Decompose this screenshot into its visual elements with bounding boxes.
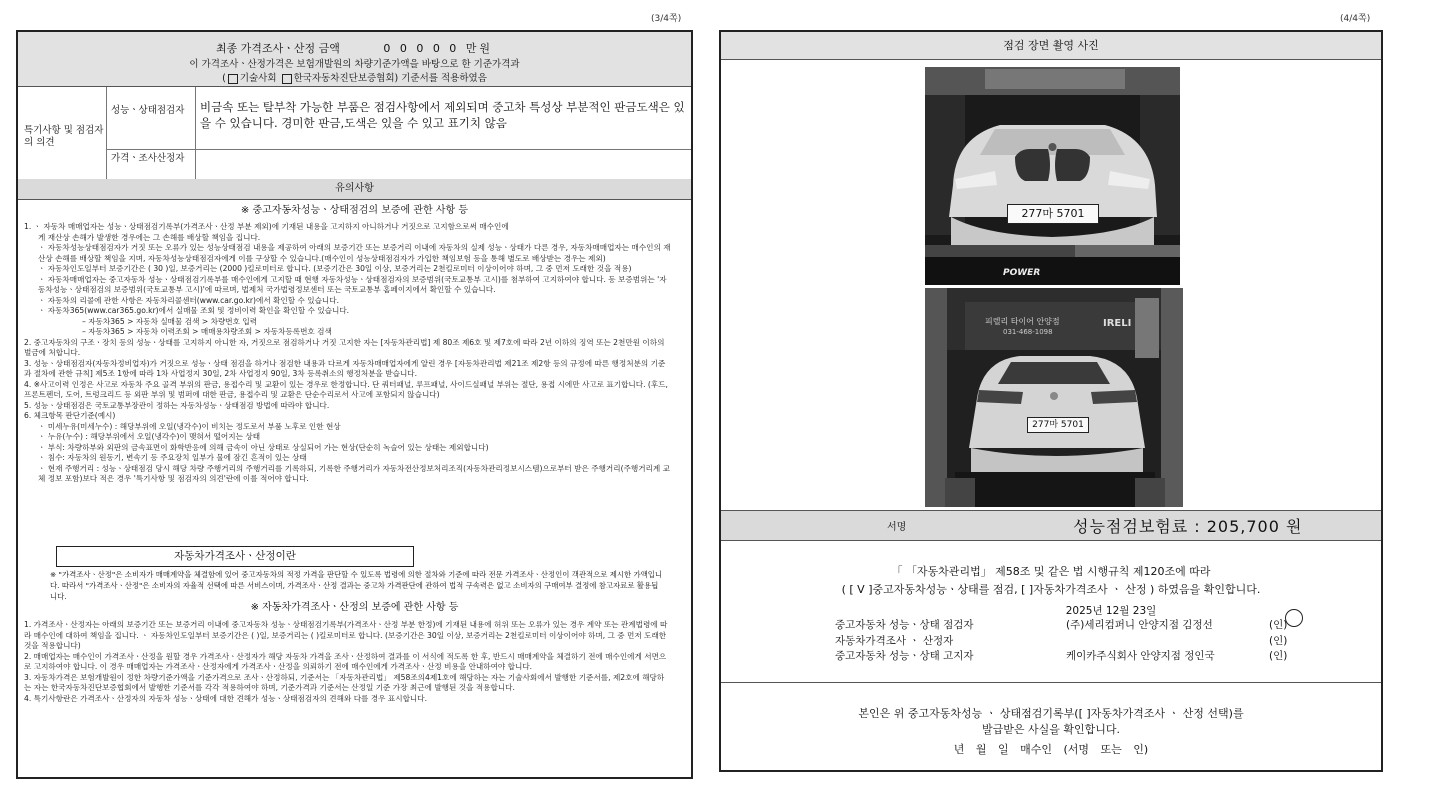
divider <box>721 682 1381 683</box>
price-appraiser-label: 가격ㆍ조사산정자 <box>111 153 185 164</box>
section2-list: 1. 가격조사ㆍ산정자는 아래의 보증기간 또는 보증거리 이내에 중고자동차 성능ㆍ상태점검기록부(가격조사ㆍ산정 부분 한정)에 기재된 내용에 허위 또는 오류가 있는 경우 계약 또는 관계법령에 따라 매수인에 대하여 책임을 집니다. ㆍ 자동차인도일부터 보증기간은 ( )일, 보증거리는 ( )킬로미터로 합니다. (보증기간은 30일 이상, 보증거리는 2천킬로미터 이상이어야 하며, 그 중 먼저 도래한 것을 적용합니다) 2. 매매업자는 매수인이 가격조사ㆍ산정을 원할 경우 가격조사ㆍ산정자가 해당 자동차 가격을 조사ㆍ산정하여 결과를 이 서식에 적도록 한 후, 반드시 매매계약을 체결하기 전에 매수인에게 서면으로 고지하여야 합니다. 이 경우 매매업자는 가격조사ㆍ산정자에게 가격조사ㆍ산정을 의뢰하기 전에 매수인에게 가격조사ㆍ산정 비용을 안내하여야 합니다. 3. 자동차가격은 보험개발원이 정한 차량기준가액을 기준가격으로 조사ㆍ산정하되, 기준서는 「자동차관리법」 제58조의4제1호에 해당하는 자는 기술사회에서 발행한 기준서를, 제2호에 해당하는 자는 한국자동차진단보증협회에서 발행한 기준서를 각각 적용하여야 하며, 기준가격과 기준서는 산정일 기준 가장 최근에 발행된 것을 적용합니다. 4. 특기사항란은 가격조사ㆍ산정자의 자동차 성능ㆍ상태에 대한 견해가 성능ㆍ상태점검자의 견해와 다를 경우 표시합니다. <box>24 620 668 703</box>
rear-license-plate: 277마 5701 <box>1027 417 1089 433</box>
brand-sign: IRELI <box>1103 318 1132 329</box>
signatory-role-inspector: 중고자동차 성능ㆍ상태 점검자 <box>835 619 974 631</box>
acknowledgement-line-2: 발급받은 사실을 확인합니다. <box>981 723 1120 736</box>
certification-line-1: 「 「자동차관리법」 제58조 및 같은 법 시행규칙 제120조에 따라 <box>891 565 1211 578</box>
final-price-basis: 이 가격조사ㆍ산정가격은 보험개발원의 차량기준가액을 바탕으로 한 기준가격과 <box>189 59 520 70</box>
lift-brand-text: POWER <box>1003 268 1041 278</box>
signature-label: 서명 <box>887 522 907 533</box>
inspector-label: 성능ㆍ상태점검자 <box>111 105 185 116</box>
inspector-opinion: 비금속 또는 탈부착 가능한 부품은 점검사항에서 제외되며 중고차 특성상 부분적인 판금도색은 있을 수 있습니다. 경미한 판금,도색은 있을 수 있고 표기치 않음 <box>200 100 685 130</box>
acknowledgement-line-1: 본인은 위 중고자동차성능 ㆍ 상태점검기록부([ ]자동차가격조사 ㆍ 산정 선택)를 <box>858 707 1244 720</box>
definition-title: 자동차가격조사ㆍ산정이란 <box>56 546 414 567</box>
signatory-mark-inspector: (인) <box>1269 619 1288 631</box>
signatory-name-inspector: (주)세리컴퍼니 안양지점 김정선 <box>1066 619 1213 631</box>
section1-list: 1. ㆍ 자동차 매매업자는 성능ㆍ상태점검기록부(가격조사ㆍ산정 부분 제외)에 기재된 내용을 고지하지 아니하거나 거짓으로 고지함으로써 매수인에 게 재산상 손해가 발생한 경우에는 그 손해를 배상할 책임을 집니다. ㆍ 자동차성능상태점검자가 거짓 또는 오류가 있는 성능상태점검 내용을 제공하여 아래의 보증기간 또는 보증거리 이내에 자동차의 실제 성능ㆍ상태가 다른 경우, 자동차매매업자는 매수인의 재산상 손해를 배상할 책임을 지며, 자동차성능상태점검자에게 이를 구상할 수 있습니다.(매수인이 성능상태점검자가 가입한 책임보험 등을 통해 별도로 배상받는 경우는 제외) ㆍ 자동차인도일부터 보증기간은 ( 30 )일, 보증거리는 (2000 )킬로미터로 합니다. (보증기간은 30일 이상, 보증거리는 2천킬로미터 이상이어야 하며, 그 중 먼저 도래한 것을 적용) ㆍ 자동차매매업자는 중고자동차 성능ㆍ상태점검기록부를 매수인에게 고지할 때 현행 자동차성능ㆍ상태점검자의 보증범위(국토교통부 고시)를 첨부하여 고지하여야 합니다. 동 보증범위는 '자동차성능ㆍ상태점검의 보증범위(국토교통부 고시)'에 따르며, 법제처 국가법령정보센터 또는 국토교통부 홈페이지에서 확인할 수 있습니다. ㆍ 자동차의 리콜에 관한 사항은 자동차리콜센터(www.car.go.kr)에서 확인할 수 있습니다. ㆍ 자동차365(www.car365.go.kr)에서 실매물 조회 및 정비이력 확인을 확인할 수 있습니다. – 자동차365 > 자동차 실매물 검색 > 차량번호 입력 – 자동차365 > 자동차 이력조회 > 매매용차량조회 > 자동차등록번호 검색 2. 중고자동차의 구조ㆍ장치 등의 성능ㆍ상태를 고지하지 아니한 자, 거짓으로 점검하거나 거짓 고지한 자는 [자동차관리법] 제 80조 제6호 및 제7호에 따라 2년 이하의 징역 또는 2천만원 이하의 벌금에 처합니다. 3. 성능ㆍ상태점검자(자동차정비업자)가 거짓으로 성능ㆍ상태 점검을 하거나 점검한 내용과 다르게 자동차매매업자에게 알린 경우 [자동차관리법 제21조 제2항 등의 규정에 따른 행정처분의 기준과 절차에 관한 규칙] 제5조 1항에 따라 1차 사업정지 30일, 2차 사업정지 90일, 3차 등록취소의 행정처분을 받습니다. 4. ※사고이력 인정은 사고로 자동차 주요 골격 부위의 판금, 용접수리 및 교환이 있는 경우로 한정합니다. 단 쿼터패널, 루프패널, 사이드실패널 부위는 절단, 용접 시에만 사고로 표기합니다. (후드, 프론트펜더, 도어, 트렁크리드 등 외판 부위 및 범퍼에 대한 판금, 용접수리 및 교환은 단순수리로서 사고에 포함되지 않습니다) 5. 성능ㆍ상태점검은 국토교통부장관이 정하는 자동차성능ㆍ상태점검 방법에 따라야 합니다. 6. 체크항목 판단기준(예시) ㆍ 미세누유(미세누수) : 해당부위에 오일(냉각수)이 비치는 정도로서 부품 노후로 인한 현상 ㆍ 누유(누수) : 해당부위에서 오일(냉각수)이 맺혀서 떨어지는 상태 ㆍ 부식: 차량하부와 외판의 금속표면이 화학반응에 의해 금속이 아닌 상태로 상실되어 가는 현상(단순히 녹슬어 있는 상태는 제외합니다) ㆍ 침수: 자동차의 원동기, 변속기 등 주요장치 일부가 물에 잠긴 흔적이 있는 상태 ㆍ 현재 주행거리 : 성능ㆍ상태점검 당시 해당 차량 주행거리의 주행거리를 기록하되, 기록한 주행거리가 자동차전산정보처리조직(자동차관리정보시스템)으로부터 받은 주행거리(주행거리계 교체 정보 포함)보다 적은 경우 '특기사항 및 점검자의 의견'란에 이를 적어야 합니다. <box>24 222 671 483</box>
buyer-signature-line[interactable]: 년 월 일 매수인 (서명 또는 인) <box>953 743 1149 756</box>
page-number-3: (3/4쪽) <box>651 14 682 24</box>
signature-bar <box>721 510 1381 541</box>
section2-title: ※ 자동차가격조사ㆍ산정의 보증에 관한 사항 등 <box>250 602 459 613</box>
signatory-name-notifier: 케이카주식회사 안양지점 정인국 <box>1066 650 1215 662</box>
signatory-mark-appraiser: (인) <box>1269 635 1288 647</box>
special-notes-table <box>18 87 691 180</box>
front-inspection-photo <box>925 67 1180 285</box>
definition-text: ※ "가격조사ㆍ산정"은 소비자가 매매계약을 체결함에 있어 중고자동차의 적정 가격을 판단할 수 있도록 법령에 의한 절차와 기준에 따라 전문 가격조사ㆍ산정인이 객관적으로 제시한 가액입니다. 따라서 "가격조사ㆍ산정"은 소비자의 자율적 선택에 따른 서비스이며, 가격조사ㆍ산정 결과는 중고차 가격판단에 관하여 법적 구속력은 없고 소비자의 구매여부 결정에 참고자료로 활용됩니다. <box>50 570 663 601</box>
section1-title: ※ 중고자동차성능ㆍ상태점검의 보증에 관한 사항 등 <box>240 205 469 216</box>
checkbox-kada[interactable] <box>282 74 292 84</box>
signatory-role-notifier: 중고자동차 성능ㆍ상태 고지자 <box>835 650 974 662</box>
shop-phone: 031-468-1098 <box>1003 328 1053 336</box>
company-seal <box>1285 609 1303 627</box>
checkbox-tech-society[interactable] <box>228 74 238 84</box>
final-price-label: 최종 가격조사ㆍ산정 금액 <box>215 42 340 55</box>
signatory-mark-notifier: (인) <box>1269 650 1288 662</box>
final-price-amount: 0 0 0 0 0 만원 <box>383 42 494 55</box>
certification-line-2: ( [ V ]중고자동차성능ㆍ상태를 점검, [ ]자동차가격조사 ㆍ 산정 ) 하였음을 확인합니다. <box>841 583 1261 596</box>
signatory-role-appraiser: 자동차가격조사 ㆍ 산정자 <box>835 635 954 647</box>
front-license-plate: 277마 5701 <box>1007 204 1099 224</box>
notice-body <box>18 200 691 777</box>
photo-section-title: 점검 장면 촬영 사진 <box>721 32 1381 60</box>
rear-inspection-photo <box>925 288 1183 507</box>
inspection-record-page-3 <box>16 30 693 779</box>
certification-date: 2025년 12월 23일 <box>1065 605 1157 617</box>
shop-sign: 피렐리 타이어 안양점 <box>985 317 1060 326</box>
page-number-4: (4/4쪽) <box>1340 14 1371 24</box>
insurance-fee: 성능점검보험료 : 205,700 원 <box>1073 517 1303 536</box>
special-notes-label: 특기사항 및 점검자의 의견 <box>24 125 104 148</box>
inspection-record-page-4 <box>719 30 1383 772</box>
final-price-header <box>18 32 691 87</box>
final-price-standard: ( 기술사회 한국자동차진단보증협회) 기준서를 적용하였음 <box>222 73 487 84</box>
notice-title: 유의사항 <box>18 179 691 200</box>
